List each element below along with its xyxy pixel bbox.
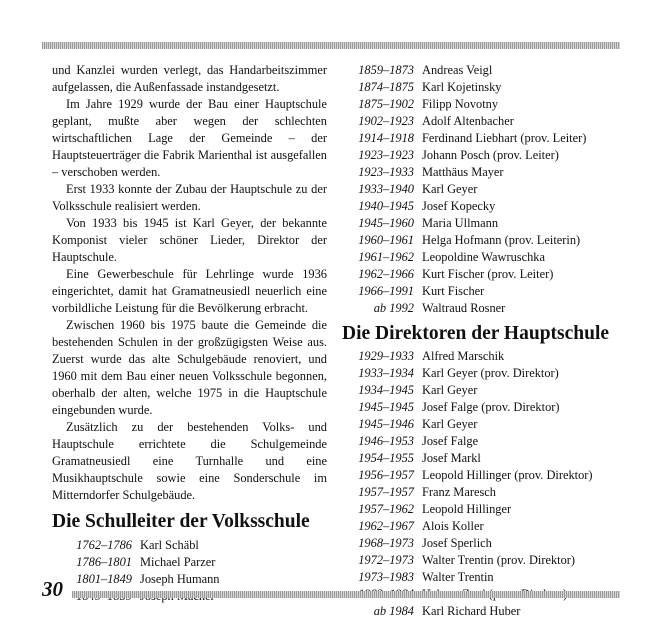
years: ab 1984 (373, 604, 414, 618)
years: 1914–1918 (358, 131, 414, 145)
list-item (342, 535, 622, 552)
list-item (342, 348, 622, 365)
hauptschule-list (342, 348, 622, 620)
name: Michael Parzer (140, 555, 216, 569)
name: Johann Posch (prov. Leiter) (422, 148, 559, 162)
years: 1962–1967 (358, 519, 414, 533)
name: Alois Koller (422, 519, 484, 533)
name: Adolf Altenbacher (422, 114, 514, 128)
list-item (342, 164, 622, 181)
list-item (342, 433, 622, 450)
years: 1762–1786 (76, 538, 132, 552)
name: Karl Geyer (prov. Direktor) (422, 366, 559, 380)
list-item (342, 552, 622, 569)
name: Leopold Hillinger (422, 502, 512, 516)
name: Alfred Marschik (422, 349, 505, 363)
list-item (342, 467, 622, 484)
name: Kurt Fischer (422, 284, 485, 298)
years: ab 1992 (373, 301, 414, 315)
body-paragraph: und Kanzlei wurden verlegt, das Handarbeitszimmer aufgelassen, die Außenfassade instandgesetzt. (52, 63, 327, 94)
name: Matthäus Mayer (422, 165, 504, 179)
list-item (342, 569, 622, 586)
top-decorative-rule (42, 42, 620, 49)
list-item (342, 181, 622, 198)
list-item (342, 266, 622, 283)
years: 1945–1946 (358, 417, 414, 431)
years: 1859–1873 (358, 63, 414, 77)
list-item (342, 365, 622, 382)
years: 1902–1923 (358, 114, 414, 128)
name: Josef Falge (prov. Direktor) (422, 400, 560, 414)
name: Leopoldine Wawruschka (422, 250, 545, 264)
list-item (342, 501, 622, 518)
list-item (342, 232, 622, 249)
right-column (342, 62, 622, 620)
body-paragraph: Erst 1933 konnte der Zubau der Hauptschule zu der Volksschule realisiert werden. (52, 182, 327, 213)
years: 1933–1934 (358, 366, 414, 380)
name: Franz Maresch (422, 485, 496, 499)
list-item (342, 518, 622, 535)
list-item (342, 130, 622, 147)
years: 1933–1940 (358, 182, 414, 196)
name: Kurt Fischer (prov. Leiter) (422, 267, 554, 281)
name: Karl Kojetinsky (422, 80, 502, 94)
years: 1934–1945 (358, 383, 414, 397)
name: Filipp Novotny (422, 97, 499, 111)
name: Josef Markl (422, 451, 481, 465)
years: 1972–1973 (358, 553, 414, 567)
years: 1973–1983 (358, 570, 414, 584)
name: Josef Kopecky (422, 199, 496, 213)
body-paragraph: Zusätzlich zu der bestehenden Volks- und Hauptschule errichtete die Schulgemeinde Gramatneusiedl eine Turnhalle und eine Musikhauptschule sowie eine Sonderschule im Mitterndorfer Schulgebäude. (52, 420, 327, 502)
name: Leopold Hillinger (prov. Direktor) (422, 468, 593, 482)
list-item (342, 198, 622, 215)
list-item (342, 113, 622, 130)
years: 1801–1849 (76, 572, 132, 586)
name: Walter Trentin (422, 570, 494, 584)
name: Karl Richard Huber (422, 604, 521, 618)
list-item (342, 382, 622, 399)
years: 1940–1945 (358, 199, 414, 213)
list-item (52, 537, 327, 554)
list-item (342, 283, 622, 300)
years: 1923–1923 (358, 148, 414, 162)
list-item (52, 554, 327, 571)
list-item (342, 450, 622, 467)
name: Karl Geyer (422, 182, 478, 196)
years: 1961–1962 (358, 250, 414, 264)
list-item (52, 571, 327, 588)
list-item (342, 399, 622, 416)
list-item (342, 249, 622, 266)
body-paragraph: Eine Gewerbeschule für Lehrlinge wurde 1936 eingerichtet, damit hat Gramatneusiedl neuerlich eine vorbildliche Leistung für die Bevölkerung erbracht. (52, 267, 327, 315)
list-item (342, 96, 622, 113)
bottom-decorative-rule (72, 591, 620, 598)
name: Karl Geyer (422, 417, 478, 431)
left-column (52, 62, 327, 605)
years: 1957–1962 (358, 502, 414, 516)
name: Ferdinand Liebhart (prov. Leiter) (422, 131, 587, 145)
body-paragraph: Im Jahre 1929 wurde der Bau einer Hauptschule geplant, mußte aber wegen der schlechten wirtschaftlichen Lage der Gemeinde – der Hauptsteuerträger die Fabrik Marienthal ist ausgefallen – verschoben werden. (52, 97, 327, 179)
list-item (342, 215, 622, 232)
name: Josef Sperlich (422, 536, 492, 550)
years: 1923–1933 (358, 165, 414, 179)
name: Andreas Veigl (422, 63, 493, 77)
name: Karl Schäbl (140, 538, 199, 552)
years: 1962–1966 (358, 267, 414, 281)
years: 1960–1961 (358, 233, 414, 247)
list-item (342, 300, 622, 317)
name: Karl Geyer (422, 383, 478, 397)
years: 1786–1801 (76, 555, 132, 569)
list-item (342, 147, 622, 164)
years: 1875–1902 (358, 97, 414, 111)
name: Walter Trentin (prov. Direktor) (422, 553, 576, 567)
list-item (342, 79, 622, 96)
years: 1966–1991 (358, 284, 414, 298)
years: 1929–1933 (358, 349, 414, 363)
years: 1957–1957 (358, 485, 414, 499)
years: 1945–1945 (358, 400, 414, 414)
years: 1946–1953 (358, 434, 414, 448)
years: 1874–1875 (358, 80, 414, 94)
list-item (342, 603, 622, 620)
years: 1956–1957 (358, 468, 414, 482)
list-item (342, 416, 622, 433)
name: Helga Hofmann (prov. Leiterin) (422, 233, 581, 247)
years: 1954–1955 (358, 451, 414, 465)
volksschule-heading: Die Schulleiter der Volksschule (52, 511, 310, 532)
list-item (342, 62, 622, 79)
body-paragraph: Von 1933 bis 1945 ist Karl Geyer, der bekannte Komponist vieler schöner Lieder, Direktor der Hauptschule. (52, 216, 327, 264)
body-paragraph: Zwischen 1960 bis 1975 baute die Gemeinde die bestehenden Schulen in der großzügigsten Weise aus. Zuerst wurde das alte Schulgebäude renoviert, und 1960 mit dem Bau einer neuen Volksschule begonnen, oberhalb der alten, welche 1975 in die Hauptschule eingebunden wurde. (52, 318, 327, 417)
name: Waltraud Rosner (422, 301, 506, 315)
name: Josef Falge (422, 434, 479, 448)
volksschule-list-part-2 (342, 62, 622, 317)
name: Maria Ullmann (422, 216, 499, 230)
years: 1968–1973 (358, 536, 414, 550)
list-item (342, 484, 622, 501)
years: 1945–1960 (358, 216, 414, 230)
name: Joseph Humann (140, 572, 220, 586)
page-number: 30 (42, 577, 63, 601)
hauptschule-heading: Die Direktoren der Hauptschule (342, 323, 610, 344)
